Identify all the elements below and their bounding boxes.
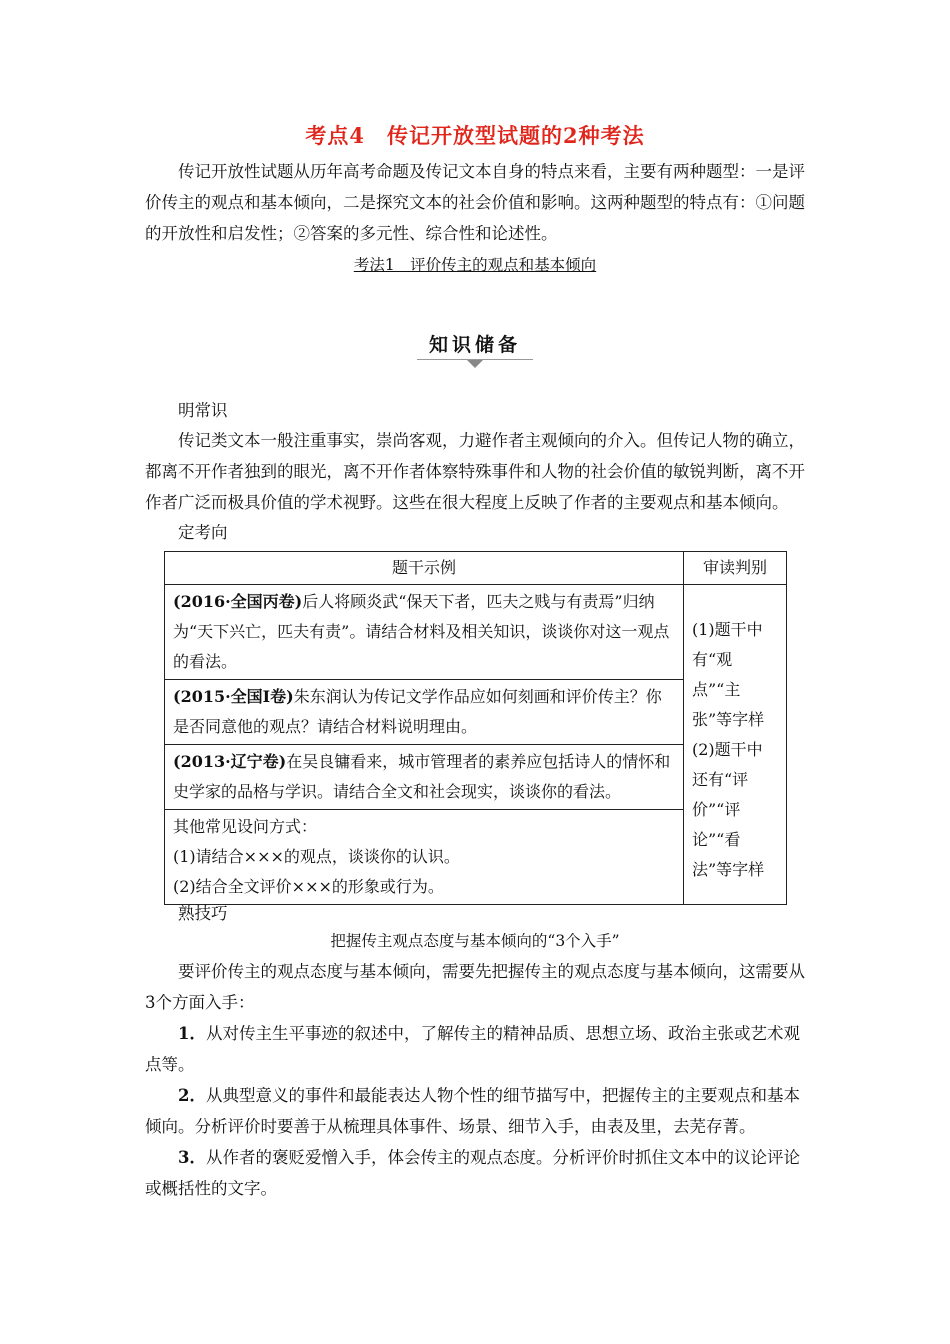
common-paragraph: 传记类文本一般注重事实，崇尚客观，力避作者主观倾向的介入。但传记人物的确立，都离不开作者独到的眼光，离不开作者体察特殊事件和人物的社会价值的敏锐判断，离不开作者广泛而极具价值的学术视野。这些在很大程度上反映了作者的主要观点和基本倾向。 (145, 431, 805, 512)
point-item (145, 1142, 810, 1204)
intro-paragraph: 传记开放性试题从历年高考命题及传记文本自身的特点来看，主要有两种题型：一是评价传主的观点和基本倾向，二是探究文本的社会价值和影响。这两种题型的特点有：①问题的开放性和启发性；②答案的多元性、综合性和论述性。 (145, 162, 805, 243)
table-cell-other (165, 810, 684, 905)
table-row (165, 585, 787, 680)
knowledge-label: 知识储备 (428, 334, 521, 356)
page-title: 考点4 传记开放型试题的2种考法 (305, 123, 645, 148)
triangle-down-icon (467, 360, 483, 368)
table-header-row (165, 552, 787, 585)
point-item (145, 1018, 810, 1080)
question-text: 在吴良镛看来，城市管理者的素养应包括诗人的情怀和史学家的品格与学识。请结合全文和社会现实，谈谈你的看法。 (173, 752, 671, 801)
point-item (145, 1080, 810, 1142)
point-number: 1． (178, 1024, 206, 1043)
point-text: 从对传主生平事迹的叙述中，了解传主的精神品质、思想立场、政治主张或艺术观点等。 (145, 1024, 800, 1074)
question-text: 朱东润认为传记文学作品应如何刻画和评价传主？你是否同意他的观点？请结合材料说明理由。 (173, 687, 662, 736)
table-cell-example (165, 680, 684, 745)
point-number: 2． (178, 1086, 206, 1105)
method-heading (0, 253, 950, 275)
question-source: (2013·辽宁卷) (173, 752, 287, 771)
question-source: (2016·全国丙卷) (173, 592, 303, 611)
table-header-judgement: 审读判别 (684, 552, 787, 585)
question-source: (2015·全国Ⅰ卷) (173, 687, 294, 706)
skill-heading: 把握传主观点态度与基本倾向的“3个入手” (330, 932, 620, 950)
section-direction-label: 定考向 (178, 523, 228, 542)
other-title: 其他常见设问方式： (173, 817, 318, 836)
table-cell-example (165, 745, 684, 810)
point-number: 3． (178, 1148, 206, 1167)
point-text: 从典型意义的事件和最能表达人物个性的细节描写中，把握传主的主要观点和基本倾向。分析评价时要善于从梳理具体事件、场景、细节入手，由表及里，去芜存菁。 (145, 1086, 800, 1136)
point-text: 从作者的褒贬爱憎入手，体会传主的观点态度。分析评价时抓住文本中的议论评论或概括性的文字。 (145, 1148, 800, 1198)
section-skill-label: 熟技巧 (178, 904, 228, 923)
skill-intro-paragraph: 要评价传主的观点态度与基本倾向，需要先把握传主的观点态度与基本倾向，这需要从3个方面入手： (145, 962, 805, 1012)
knowledge-banner (405, 330, 545, 357)
method-heading-text: 考法1 评价传主的观点和基本倾向 (353, 256, 597, 274)
question-text: 后人将顾炎武“保天下者，匹夫之贱与有责焉”归纳为“天下兴亡，匹夫有责”。请结合材料及相关知识，谈谈你对这一观点的看法。 (173, 592, 670, 671)
table-header-example: 题干示例 (165, 552, 684, 585)
table-cell-example (165, 585, 684, 680)
other-item: (1)请结合×××的观点，谈谈你的认识。 (173, 847, 460, 866)
exam-table (164, 551, 787, 905)
section-common-label: 明常识 (178, 401, 228, 420)
other-item: (2)结合全文评价×××的形象或行为。 (173, 877, 444, 896)
table-cell-judgement: (1)题干中有“观点”“主张”等字样 (2)题干中还有“评价”“评论”“看法”等字样 (684, 585, 787, 905)
